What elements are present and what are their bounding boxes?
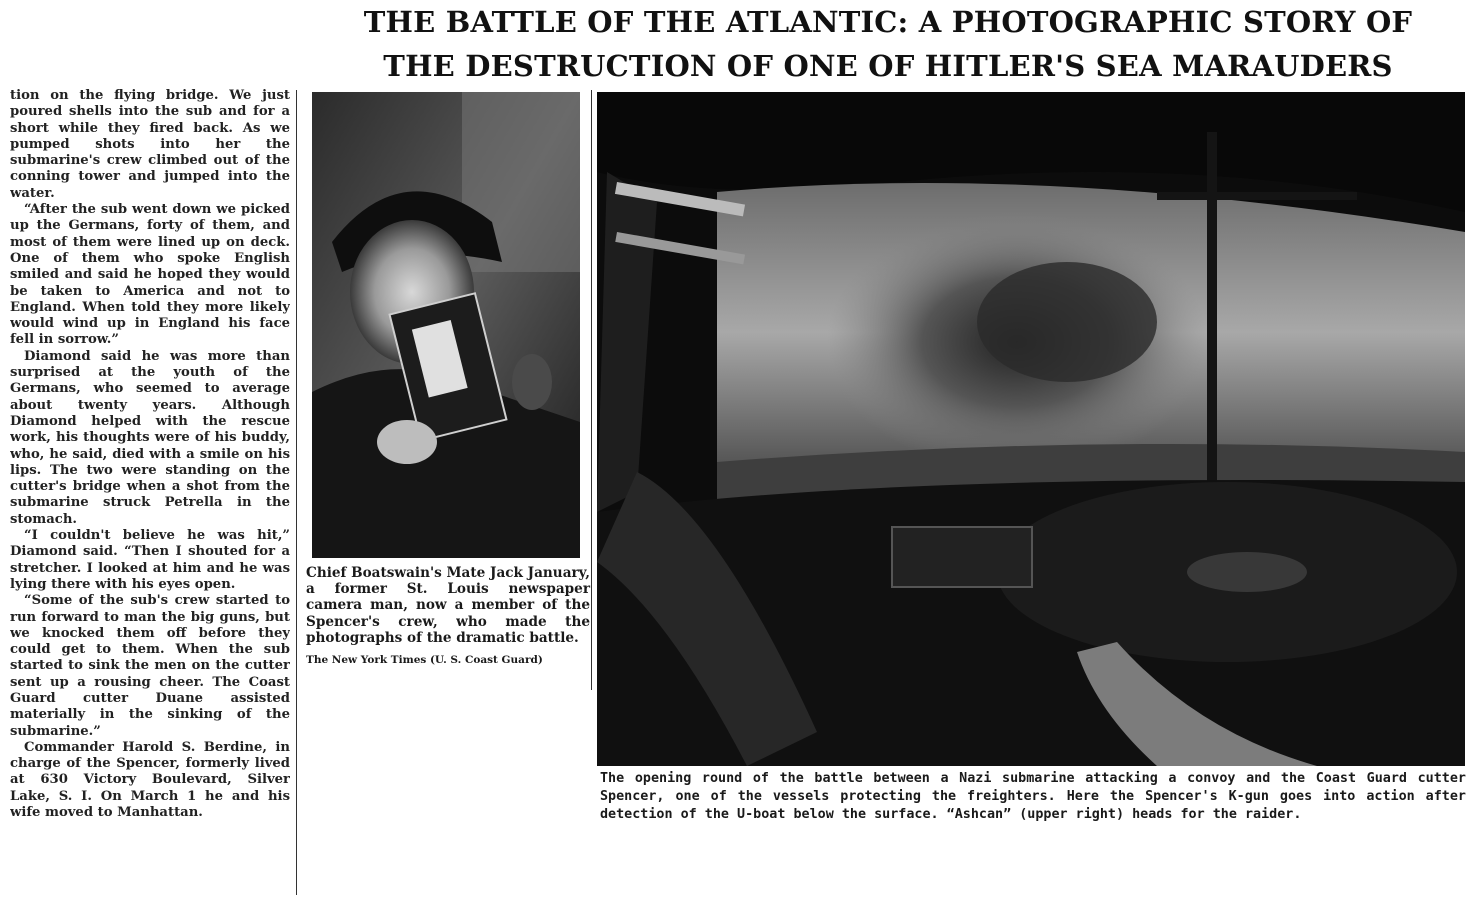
column-rule — [591, 90, 592, 690]
photo-credit: The New York Times (U. S. Coast Guard) — [306, 654, 543, 667]
article-paragraph: “Some of the sub's crew started to run forward to man the big guns, but we knocked them off before they could get to them. When the sub started to sink the men on the cutter sent up a rousing cheer. The Coast Guard cutter Duane assisted materially in the sinking of the submarine.” — [10, 593, 290, 739]
battle-photo — [597, 92, 1465, 766]
battle-caption: The opening round of the battle between a Nazi submarine attacking a convoy and the Coast Guard cutter Spencer, one of the vessels protecting the freighters. Here the Spencer's K-gun goes into action after detection of the U-boat below the surface. “Ashcan” (upper right) heads for the raider. — [600, 771, 1466, 822]
headline-line-2: THE DESTRUCTION OF ONE OF HITLER'S SEA MARAUDERS — [383, 49, 1393, 83]
article-paragraph: “After the sub went down we picked up the Germans, forty of them, and most of them were lined up on deck. One of them who spoke English smiled and said he hoped they would be taken to America and not to England. When told they more likely would wind up in England his face fell in sorrow.” — [10, 202, 290, 348]
headline-line-1: THE BATTLE OF THE ATLANTIC: A PHOTOGRAPHIC STORY OF — [363, 5, 1413, 39]
headline — [318, 0, 1458, 88]
portrait-caption — [306, 565, 590, 668]
article-column — [10, 88, 290, 908]
article-paragraph: “I couldn't believe he was hit,” Diamond said. “Then I shouted for a stretcher. I looked at him and he was lying there with his eyes open. — [10, 528, 290, 592]
article-paragraph: Commander Harold S. Berdine, in charge of the Spencer, formerly lived at 630 Victory Boulevard, Silver Lake, S. I. On March 1 he and his wife moved to Manhattan. — [10, 739, 290, 821]
portrait-photo — [312, 92, 580, 558]
column-rule — [296, 90, 297, 895]
portrait-caption-text: Chief Boatswain's Mate Jack January, a former St. Louis newspaper camera man, now a member of the Spencer's crew, who made the photographs of the dramatic battle. — [306, 565, 590, 646]
article-paragraph: Diamond said he was more than surprised at the youth of the Germans, who seemed to average about twenty years. Although Diamond helped with the rescue work, his thoughts were of his buddy, who, he said, died with a smile on his lips. The two were standing on the cutter's bridge when a shot from the submarine struck Petrella in the stomach. — [10, 348, 290, 527]
article-paragraph: tion on the flying bridge. We just poured shells into the sub and for a short while they fired back. As we pumped shots into her the submarine's crew climbed out of the conning tower and jumped into the water. — [10, 88, 290, 201]
